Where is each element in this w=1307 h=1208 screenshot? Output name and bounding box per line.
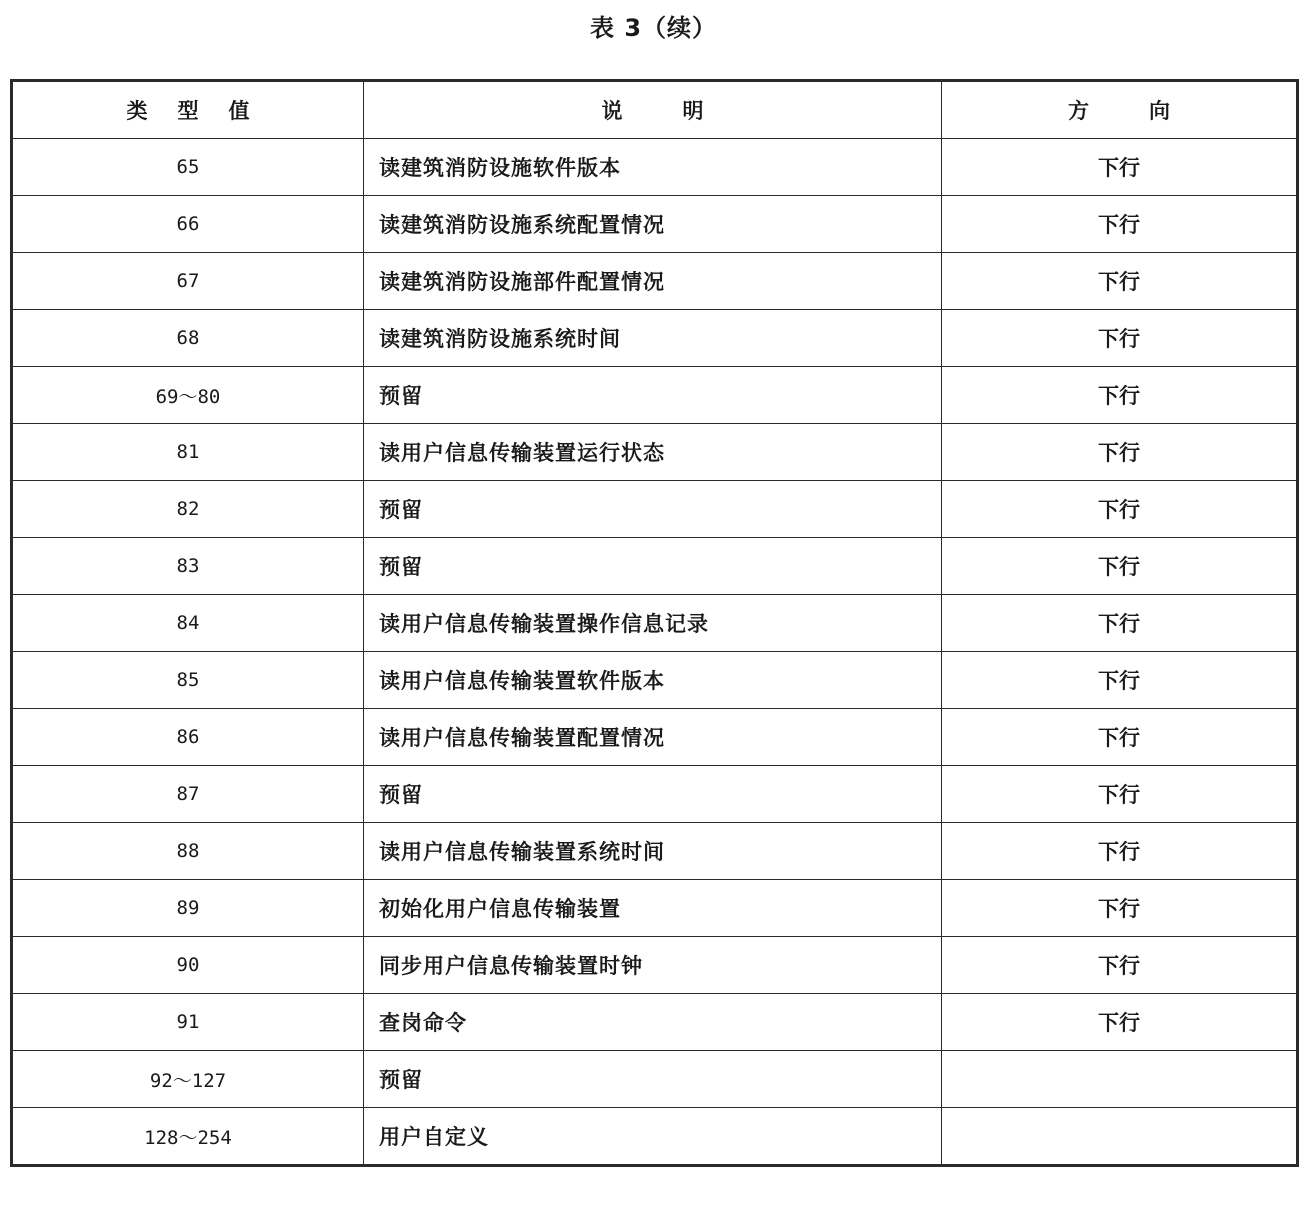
description-cell: 读建筑消防设施软件版本 (364, 139, 942, 196)
type-value-cell: 86 (12, 709, 364, 766)
type-value-cell: 68 (12, 310, 364, 367)
table-row (12, 424, 1298, 481)
direction-cell (942, 1108, 1298, 1166)
description-cell: 预留 (364, 481, 942, 538)
description-cell: 预留 (364, 538, 942, 595)
description-cell: 预留 (364, 367, 942, 424)
direction-cell: 下行 (942, 937, 1298, 994)
type-value-cell: 91 (12, 994, 364, 1051)
table-row (12, 538, 1298, 595)
description-cell: 查岗命令 (364, 994, 942, 1051)
direction-cell: 下行 (942, 310, 1298, 367)
description-cell: 读建筑消防设施系统时间 (364, 310, 942, 367)
type-value-cell: 85 (12, 652, 364, 709)
type-value-cell: 90 (12, 937, 364, 994)
description-cell: 用户自定义 (364, 1108, 942, 1166)
direction-cell (942, 1051, 1298, 1108)
table-header-row (12, 81, 1298, 139)
header-description (364, 81, 942, 139)
type-value-table (10, 79, 1299, 1167)
direction-cell: 下行 (942, 709, 1298, 766)
table-row (12, 367, 1298, 424)
table-row (12, 1051, 1298, 1108)
description-cell: 读用户信息传输装置软件版本 (364, 652, 942, 709)
table-row (12, 652, 1298, 709)
table-row (12, 823, 1298, 880)
table-row (12, 196, 1298, 253)
table-caption: 表 3（续） (589, 14, 718, 42)
type-value-cell: 87 (12, 766, 364, 823)
table-row (12, 481, 1298, 538)
header-direction-char-2: 向 (1149, 99, 1170, 123)
direction-cell: 下行 (942, 367, 1298, 424)
table-row (12, 253, 1298, 310)
table-row (12, 709, 1298, 766)
header-direction (942, 81, 1298, 139)
direction-cell: 下行 (942, 139, 1298, 196)
header-type-value-char-1: 类 (126, 99, 148, 123)
table-row (12, 766, 1298, 823)
direction-cell: 下行 (942, 424, 1298, 481)
header-description-char-2: 明 (682, 99, 704, 123)
description-cell: 读用户信息传输装置配置情况 (364, 709, 942, 766)
description-cell: 预留 (364, 766, 942, 823)
type-value-cell: 65 (12, 139, 364, 196)
table-row (12, 937, 1298, 994)
type-value-cell: 66 (12, 196, 364, 253)
direction-cell: 下行 (942, 823, 1298, 880)
direction-cell: 下行 (942, 766, 1298, 823)
description-cell: 读用户信息传输装置系统时间 (364, 823, 942, 880)
table-row (12, 1108, 1298, 1166)
type-value-cell: 88 (12, 823, 364, 880)
type-value-cell: 128～254 (12, 1108, 364, 1166)
table-row (12, 310, 1298, 367)
direction-cell: 下行 (942, 595, 1298, 652)
table-body (12, 139, 1298, 1166)
table-row (12, 994, 1298, 1051)
header-type-value-char-3: 值 (228, 99, 250, 123)
direction-cell: 下行 (942, 481, 1298, 538)
direction-cell: 下行 (942, 652, 1298, 709)
type-value-cell: 89 (12, 880, 364, 937)
description-cell: 读用户信息传输装置操作信息记录 (364, 595, 942, 652)
type-value-cell: 83 (12, 538, 364, 595)
type-value-cell: 84 (12, 595, 364, 652)
direction-cell: 下行 (942, 196, 1298, 253)
direction-cell: 下行 (942, 538, 1298, 595)
header-direction-char-1: 方 (1068, 99, 1089, 123)
header-type-value-char-2: 型 (177, 99, 199, 123)
type-value-cell: 92～127 (12, 1051, 364, 1108)
type-value-cell: 67 (12, 253, 364, 310)
header-type-value (12, 81, 364, 139)
description-cell: 同步用户信息传输装置时钟 (364, 937, 942, 994)
header-description-char-1: 说 (601, 99, 623, 123)
type-value-cell: 69～80 (12, 367, 364, 424)
direction-cell: 下行 (942, 253, 1298, 310)
description-cell: 初始化用户信息传输装置 (364, 880, 942, 937)
table-row (12, 595, 1298, 652)
description-cell: 读建筑消防设施部件配置情况 (364, 253, 942, 310)
description-cell: 读建筑消防设施系统配置情况 (364, 196, 942, 253)
description-cell: 预留 (364, 1051, 942, 1108)
table-row (12, 880, 1298, 937)
direction-cell: 下行 (942, 994, 1298, 1051)
type-value-cell: 81 (12, 424, 364, 481)
table-row (12, 139, 1298, 196)
direction-cell: 下行 (942, 880, 1298, 937)
type-value-cell: 82 (12, 481, 364, 538)
description-cell: 读用户信息传输装置运行状态 (364, 424, 942, 481)
